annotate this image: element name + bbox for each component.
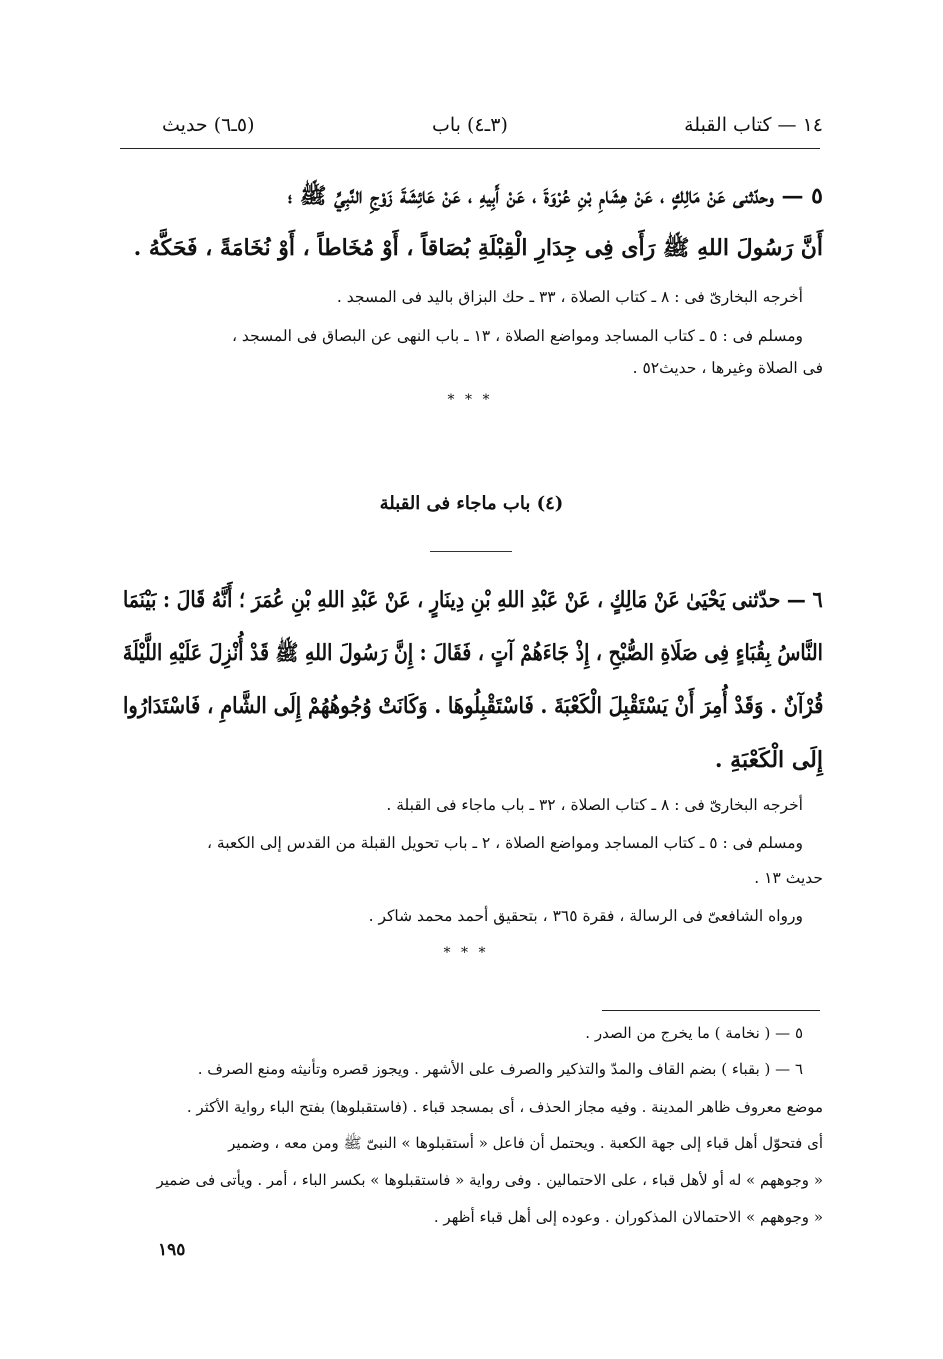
hadith5-ref-muslim-cont: فى الصلاة وغيرها ، حديث٥٢ . [632, 359, 823, 377]
title-rule [430, 551, 512, 552]
header-rule [120, 148, 820, 149]
running-header-bab: (٣ـ٤) باب [432, 114, 508, 136]
section-ornament: * * * [447, 392, 493, 408]
hadith5-ref-bukhari: أخرجه البخارىّ فى : ٨ ـ كتاب الصلاة ، ٣٣ ـ حك البزاق باليد فى المسجد . [336, 288, 803, 306]
hadith6-line-4: إِلَى الْكَعْبَةِ . [714, 747, 823, 773]
hadith6-ref-shafii: ورواه الشافعىّ فى الرسالة ، فقرة ٣٦٥ ، بتحقيق أحمد محمد شاكر . [368, 907, 803, 925]
hadith6-ref-muslim-cont: حديث ١٣ . [754, 869, 823, 887]
hadith5-line-1: ٥ — وحدّثنى عَنْ مَالِكٍ ، عَنْ هِشَامِ بْنِ عُرْوَةَ ، عَنْ أَبِيهِ ، عَنْ عَائِشَةَ زَوْجِ النَّبِيِّ ﷺ ؛ [287, 183, 823, 209]
hadith6-line-1: ٦ — حدّثنى يَحْيَىٰ عَنْ مَالِكٍ ، عَنْ عَبْدِ اللهِ بْنِ دِينَارٍ ، عَنْ عَبْدِ اللهِ بْنِ عُمَرَ ؛ أَنَّهُ قَالَ : بَيْنَمَا [123, 587, 823, 613]
hadith6-line-3: قُرْآنٌ . وَقَدْ أُمِرَ أَنْ يَسْتَقْبِلَ الْكَعْبَةَ . فَاسْتَقْبِلُوهَا . وَكَانَتْ وُجُوهُهُمْ إِلَى الشَّامِ ، فَاسْتَدَارُوا [122, 693, 823, 719]
running-header-hadith: (٥ـ٦) حديث [162, 114, 255, 136]
footnote-6-line-5: « وجوههم » الاحتمالان المذكوران . وعوده إلى أهل قباء أظهر . [433, 1208, 823, 1226]
end-ornament: * * * [443, 945, 489, 961]
hadith5-line-2: أَنَّ رَسُولَ اللهِ ﷺ رَأَى فِى جِدَارِ الْقِبْلَةِ بُصَاقاً ، أَوْ مُخَاطاً ، أَوْ نُخَامَةً ، فَحَكَّهُ . [133, 235, 823, 261]
hadith6-line-2: النَّاسُ بِقُبَاءٍ فِى صَلَاةِ الصُّبْحِ ، إِذْ جَاءَهُمْ آتٍ ، فَقَالَ : إِنَّ رَسُولَ اللهِ ﷺ قَدْ أُنْزِلَ عَلَيْهِ اللَّيْلَةَ [122, 640, 823, 666]
hadith6-ref-bukhari: أخرجه البخارىّ فى : ٨ ـ كتاب الصلاة ، ٣٢ ـ باب ماجاء فى القبلة . [386, 796, 803, 814]
page-number: ١٩٥ [158, 1240, 186, 1260]
footnote-rule [602, 1010, 820, 1011]
hadith6-ref-muslim: ومسلم فى : ٥ ـ كتاب المساجد ومواضع الصلاة ، ٢ ـ باب تحويل القبلة من القدس إلى الكعبة ، [207, 834, 803, 852]
running-header-chapter: ١٤ — كتاب القبلة [684, 114, 823, 136]
footnote-6-line-3: أى فتحوّل أهل قباء إلى جهة الكعبة . ويحتمل أن فاعل « أستقبلوها » النبىّ ﷺ ومن معه ، وضمير [228, 1134, 823, 1152]
footnote-6: ٦ — ( بقباء ) بضم القاف والمدّ والتذكير والصرف على الأشهر . ويجوز قصره وتأنيثه ومنع الصرف . [197, 1060, 803, 1078]
footnote-6-line-2: موضع معروف ظاهر المدينة . وفيه مجاز الحذف ، أى بمسجد قباء . (فاستقبلوها) بفتح الباء رواية الأكثر . [186, 1098, 823, 1116]
footnote-6-line-4: « وجوههم » له أو لأهل قباء ، على الاحتمالين . وفى رواية « فاستقبلوها » بكسر الباء ، أمر . ويأتى فى ضمير [156, 1171, 823, 1189]
hadith5-ref-muslim: ومسلم فى : ٥ ـ كتاب المساجد ومواضع الصلاة ، ١٣ ـ باب النهى عن البصاق فى المسجد ، [232, 327, 803, 345]
footnote-5: ٥ — ( نخامة ) ما يخرج من الصدر . [585, 1024, 803, 1042]
section-title: (٤) باب ماجاء فى القبلة [379, 493, 564, 514]
